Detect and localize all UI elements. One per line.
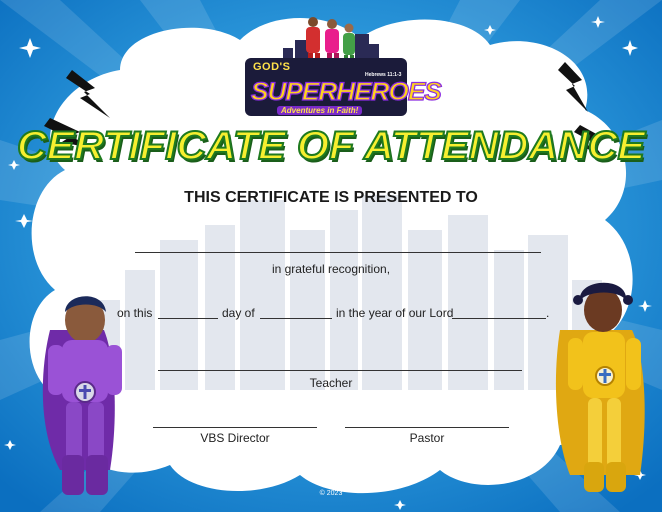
- logo-top-text: GOD'S: [253, 61, 291, 73]
- copyright-notice: © 2023: [319, 490, 343, 497]
- logo-main-text: SUPERHEROES: [251, 78, 441, 106]
- date-year-label: in the year of our Lord: [336, 306, 454, 320]
- certificate-title: CERTIFICATE OF ATTENDANCE: [17, 124, 645, 168]
- vbs-director-label: VBS Director: [200, 431, 270, 445]
- logo-scripture-reference: Hebrews 11:1-3: [365, 72, 402, 78]
- presented-to-heading: THIS CERTIFICATE IS PRESENTED TO: [184, 189, 478, 206]
- logo-tagline: Adventures in Faith!: [277, 106, 362, 115]
- vbs-director-signature-line[interactable]: [153, 427, 317, 428]
- superheroes-logo: [243, 14, 441, 120]
- pastor-label: Pastor: [409, 431, 445, 445]
- date-on-this-label: on this: [117, 306, 153, 320]
- date-period: .: [546, 306, 550, 320]
- teacher-label: Teacher: [309, 376, 353, 390]
- pastor-signature-line[interactable]: [345, 427, 509, 428]
- date-day-of-label: day of: [222, 306, 255, 320]
- recipient-name-line[interactable]: [135, 252, 541, 253]
- month-blank-line[interactable]: [260, 318, 332, 319]
- teacher-signature-line[interactable]: [158, 370, 522, 371]
- recognition-text: in grateful recognition,: [271, 262, 391, 276]
- year-blank-line[interactable]: [452, 318, 546, 319]
- day-blank-line[interactable]: [158, 318, 218, 319]
